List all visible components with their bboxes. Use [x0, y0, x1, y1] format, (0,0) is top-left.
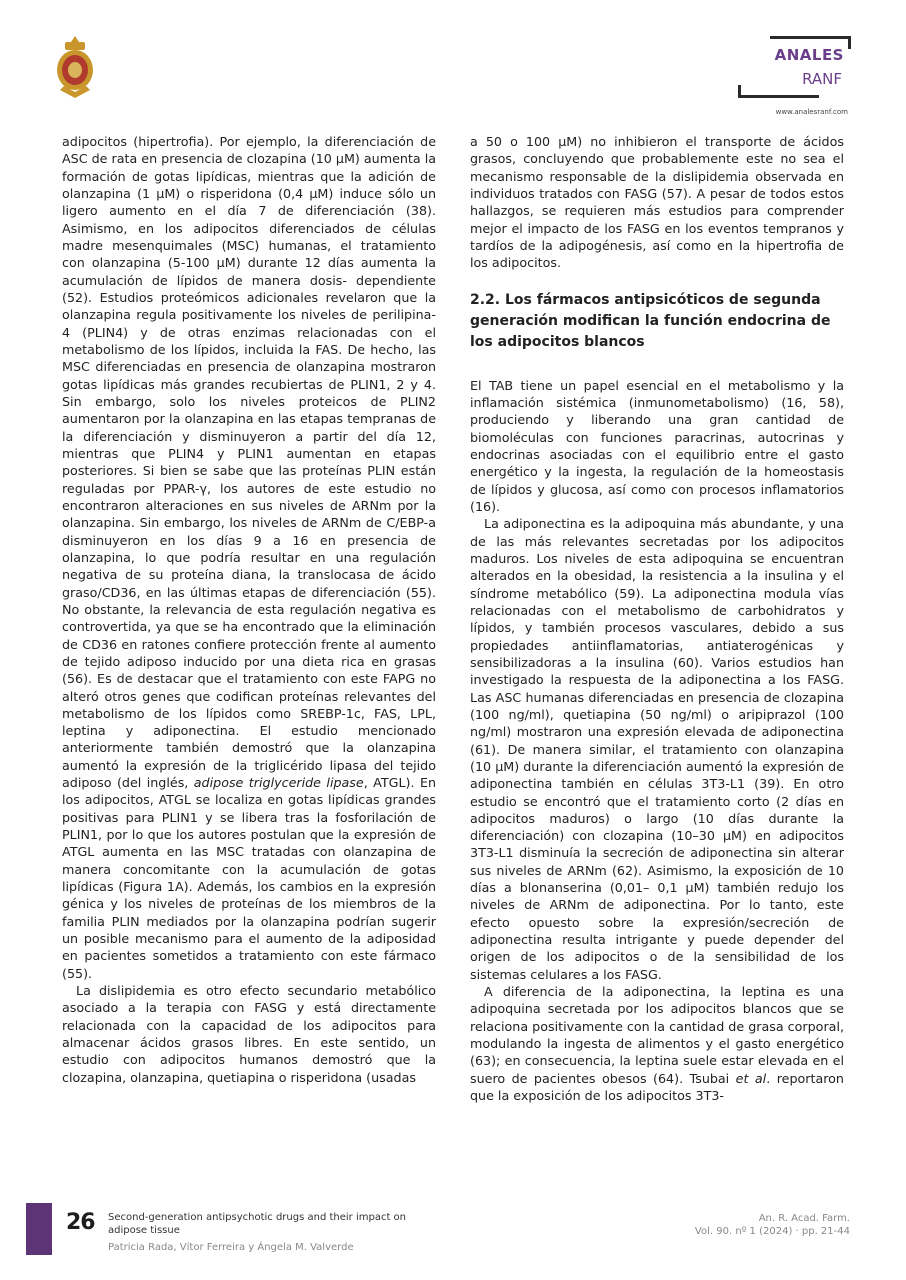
right-p4-italic: et al [735, 1070, 767, 1086]
left-p1-italic: adipose triglyceride lipase [193, 775, 364, 791]
right-paragraph-2: El TAB tiene un papel esencial en el metabolismo y la inflamación sistémica (inmunometabolismo) (16, 58), produciendo y liberando una gran cantidad de biomoléculas con funciones paracrinas, autocrinas y endocrinas asociadas con el equilibrio entre el gasto energético y la ingesta, la regulación de la homeostasis de lípidos y glucosa, así como con procesos inflamatorios (16). [470, 377, 844, 514]
section-heading: 2.2. Los fármacos antipsicóticos de segunda generación modifican la función endocrina de los adipocitos blancos [470, 291, 831, 350]
left-column [62, 133, 436, 1086]
left-paragraph-2: La dislipidemia es otro efecto secundario metabólico asociado a la terapia con FASG y está directamente relacionada con la capacidad de los adipocitos para almacenar ácidos grasos libres. En este sentido, un estudio con adipocitos humanos demostró que la clozapina, olanzapina, quetiapina o risperidona (usadas [62, 983, 436, 1085]
right-p4-end: . reportaron que la exposición de los adipocitos 3T3- [470, 1070, 844, 1104]
footer-citation [695, 1212, 850, 1238]
right-column [470, 133, 844, 1104]
footer-article-title: Second-generation antipsychotic drugs and their impact on adipose tissue [108, 1212, 406, 1236]
logo-bracket-bottom [738, 85, 819, 98]
page-number: 26 [66, 1210, 95, 1235]
right-paragraph-1: a 50 o 100 µM) no inhibieron el transporte de ácidos grasos, concluyendo que probablemente este no sea el mecanismo responsable de la dislipidemia observada en individuos tratados con FASG (57). A pesar de todos estos hallazgos, se requieren más estudios para comprender mejor el impacto de los FASG en los eventos tempranos y tardíos de la adipogénesis, así como en la hipertrofia de los adipocitos. [470, 134, 844, 271]
footer-accent-bar [26, 1203, 52, 1255]
footer-authors: Patricia Rada, Vítor Ferreira y Ángela M. Valverde [108, 1242, 354, 1253]
right-p4-text: A diferencia de la adiponectina, la leptina es una adipoquina secretada por los adipocitos blancos que se relaciona positivamente con la cantidad de grasa corporal, modulando la ingesta de alimentos y el gasto energético (63); en consecuencia, la leptina suele estar elevada en el suero de pacientes obesos (64). Tsubai [470, 984, 844, 1086]
left-p1-end: , ATGL). En los adipocitos, ATGL se localiza en gotas lipídicas grandes positivas para PLIN1 y se libera tras la fosforilación de PLIN1, por lo que los autores postulan que la expresión de ATGL aumenta en las MSC tratadas con olanzapina de manera concomitante con la acumulación de gotas lipídicas (Figura 1A). Además, los cambios en la expresión génica y los niveles de proteínas de los miembros de la familia PLIN mediados por la olanzapina podrían sugerir un posible mecanismo para el aumento de la adiposidad en pacientes sometidos a tratamiento con este fármaco (55). [62, 775, 437, 981]
logo-url: www.analesranf.com [775, 108, 848, 116]
academy-crest-icon [52, 34, 98, 100]
anales-ranf-logo [738, 36, 850, 118]
footer-journal: An. R. Acad. Farm. [758, 1213, 850, 1224]
logo-ranf-text: RANF [802, 70, 842, 88]
left-paragraph-1 [62, 133, 436, 982]
footer-volume: Vol. 90. nº 1 (2024) · pp. 21-44 [694, 1226, 850, 1237]
right-paragraph-4 [470, 983, 844, 1104]
right-paragraph-3: La adiponectina es la adipoquina más abundante, y una de las más relevantes secretadas por los adipocitos maduros. Los niveles de esta adipoquina se encuentran alterados en la obesidad, la resistencia a la insulina y el síndrome metabólico (59). La adiponectina modula vías relacionadas con el metabolismo de carbohidratos y lípidos, y también procesos vasculares, debido a sus propiedades antiinflamatorias, antiaterogénicas y sensibilizadoras a la insulina (60). Varios estudios han investigado la respuesta de la adiponectina a los FASG. Las ASC humanas diferenciadas en presencia de clozapina (100 ng/ml), quetiapina (50 ng/ml) o aripiprazol (100 ng/ml) mostraron una expresión elevada de adiponectina (61). De manera similar, el tratamiento con olanzapina (10 µM) durante la diferenciación aumentó la expresión de adiponectina también en células 3T3-L1 (39). En otro estudio se encontró que el tratamiento corto (2 días en adipocitos maduros) o largo (10 días durante la diferenciación) con clozapina (10–30 µM) en adipocitos 3T3-L1 disminuía la secreción de adiponectina sin alterar sus niveles de ARNm (62). Asimismo, la exposición de 10 días a blonanserina (0,01– 0,1 µM) también redujo los niveles de ARNm de adiponectina. Por lo tanto, este efecto opuesto sobre la expresión/secreción de adiponectina resulta intrigante y puede depender del origen de los adipocitos o de la sensibilidad de los sistemas celulares a los FASG. [470, 516, 844, 982]
left-p1-text: adipocitos (hipertrofia). Por ejemplo, la diferenciación de ASC de rata en presencia de clozapina (10 µM) aumenta la formación de gotas lipídicas, mientras que la adición de olanzapina (1 µM) o risperidona (0,4 µM) induce sólo un ligero aumento en el día 7 de diferenciación (38). Asimismo, en los adipocitos diferenciados de células madre mesenquimales (MSC) humanas, el tratamiento con olanzapina (5-100 µM) durante 12 días aumenta la acumulación de lípidos de manera dosis- dependiente (52). Estudios proteómicos adicionales revelaron que la olanzapina regula positivamente los niveles de perilipina-4 (PLIN4) y de otras enzimas relacionadas con el metabolismo de los lípidos, incluida la FAS. De hecho, las MSC diferenciadas en presencia de olanzapina mostraron gotas lipídicas más grandes recubiertas de PLIN1, 2 y 4. Sin embargo, solo los niveles proteicos de PLIN2 aumentaron por la olanzapina en las etapas tempranas de la diferenciación y disminuyeron a partir del día 12, mientras que PLIN4 y PLIN1 aumentan en etapas posteriores. Si bien se sabe que las proteínas PLIN están reguladas por PPAR-γ, los autores de este estudio no encontraron alteraciones en sus niveles de ARNm por la olanzapina. Sin embargo, los niveles de ARNm de C/EBP-a disminuyeron en los días 9 a 16 en presencia de olanzapina, lo que podría resultar en una regulación negativa de su proteína diana, la translocasa de ácido graso/CD36, en las últimas etapas de diferenciación (55). No obstante, la relevancia de esta regulación negativa es controvertida, ya que se ha encontrado que la eliminación de CD36 en ratones confiere protección frente al aumento de tejido adiposo inducido por una dieta rica en grasas (56). Es de destacar que el tratamiento con este FAPG no alteró otros genes que codifican proteínas relevantes del metabolismo de los lípidos como SREBP-1c, FAS, LPL, leptina y adiponectina. El estudio mencionado anteriormente también demostró que la olanzapina aumentó la expresión de la triglicérido lipasa del tejido adiposo (del inglés, [62, 134, 436, 791]
logo-anales-text: ANALES [774, 46, 844, 64]
